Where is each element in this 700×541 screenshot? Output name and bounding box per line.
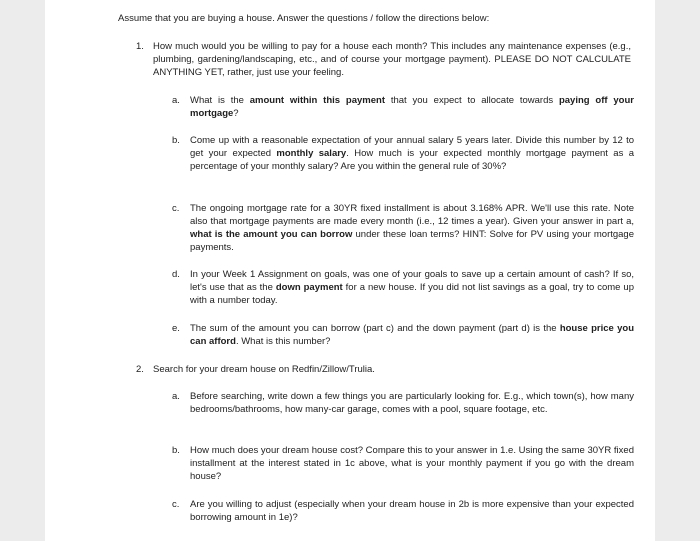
intro-text: Assume that you are buying a house. Answer the questions / follow the directions below:	[118, 13, 490, 24]
question-1c	[172, 202, 634, 254]
subquestion-letter: c.	[172, 203, 180, 214]
subquestion-letter: e.	[172, 323, 180, 334]
question-2a	[172, 390, 634, 416]
subquestion-text: In your Week 1 Assignment on goals, was one of your goals to save up a certain amount of cash? If so, let's use that as the down payment for a new house. If you did not list savings as a goal, try to come up with a number today.	[190, 269, 634, 306]
subquestion-text: How much does your dream house cost? Compare this to your answer in 1.e. Using the same 30YR fixed installment at the interest stated in 1c above, what is your monthly payment if you go with the dream house?	[190, 445, 634, 482]
question-1d	[172, 268, 634, 307]
subquestion-letter: b.	[172, 445, 180, 456]
question-1e	[172, 322, 634, 348]
subquestion-letter: c.	[172, 499, 180, 510]
subquestion-text: Before searching, write down a few things you are particularly looking for. E.g., which town(s), how many bedrooms/bathrooms, how many-car garage, comes with a pool, square footage, etc.	[190, 391, 634, 415]
question-1b	[172, 134, 634, 173]
subquestion-text: The ongoing mortgage rate for a 30YR fixed installment is about 3.168% APR. We'll use this rate. Note also that mortgage payments are made every month (i.e., 12 times a year). Given your answer in part a, what is the amount you can borrow under these loan terms? HINT: Solve for PV using your mortgage payments.	[190, 203, 635, 253]
question-number: 2.	[136, 364, 144, 375]
question-2b	[172, 444, 634, 483]
subquestion-text: What is the amount within this payment that you expect to allocate towards paying off your mortgage?	[190, 95, 634, 119]
question-number: 1.	[136, 41, 144, 52]
subquestion-letter: a.	[172, 391, 180, 402]
question-text: Search for your dream house on Redfin/Zillow/Trulia.	[153, 364, 375, 375]
subquestion-text: The sum of the amount you can borrow (part c) and the down payment (part d) is the house price you can afford. What is this number?	[190, 323, 634, 347]
subquestion-text: Are you willing to adjust (especially when your dream house in 2b is more expensive than your expected borrowing amount in 1e)?	[190, 499, 634, 523]
question-1	[136, 40, 631, 79]
subquestion-letter: a.	[172, 95, 180, 106]
question-2c	[172, 498, 634, 524]
document-page	[45, 0, 655, 541]
subquestion-letter: d.	[172, 269, 180, 280]
question-text: How much would you be willing to pay for a house each month? This includes any maintenance expenses (e.g., plumbing, gardening/landscaping, etc., and of course your mortgage payment). PLEASE DO NOT CALCULATE ANYTHING YET, rather, just use your feeling.	[153, 41, 631, 78]
subquestion-letter: b.	[172, 135, 180, 146]
subquestion-text: Come up with a reasonable expectation of your annual salary 5 years later. Divide this number by 12 to get your expected monthly salary. How much is your expected monthly mortgage payment as a percentage of your monthly salary? Are you within the general rule of 30%?	[190, 135, 634, 172]
question-1a	[172, 94, 634, 120]
question-2	[136, 363, 631, 376]
